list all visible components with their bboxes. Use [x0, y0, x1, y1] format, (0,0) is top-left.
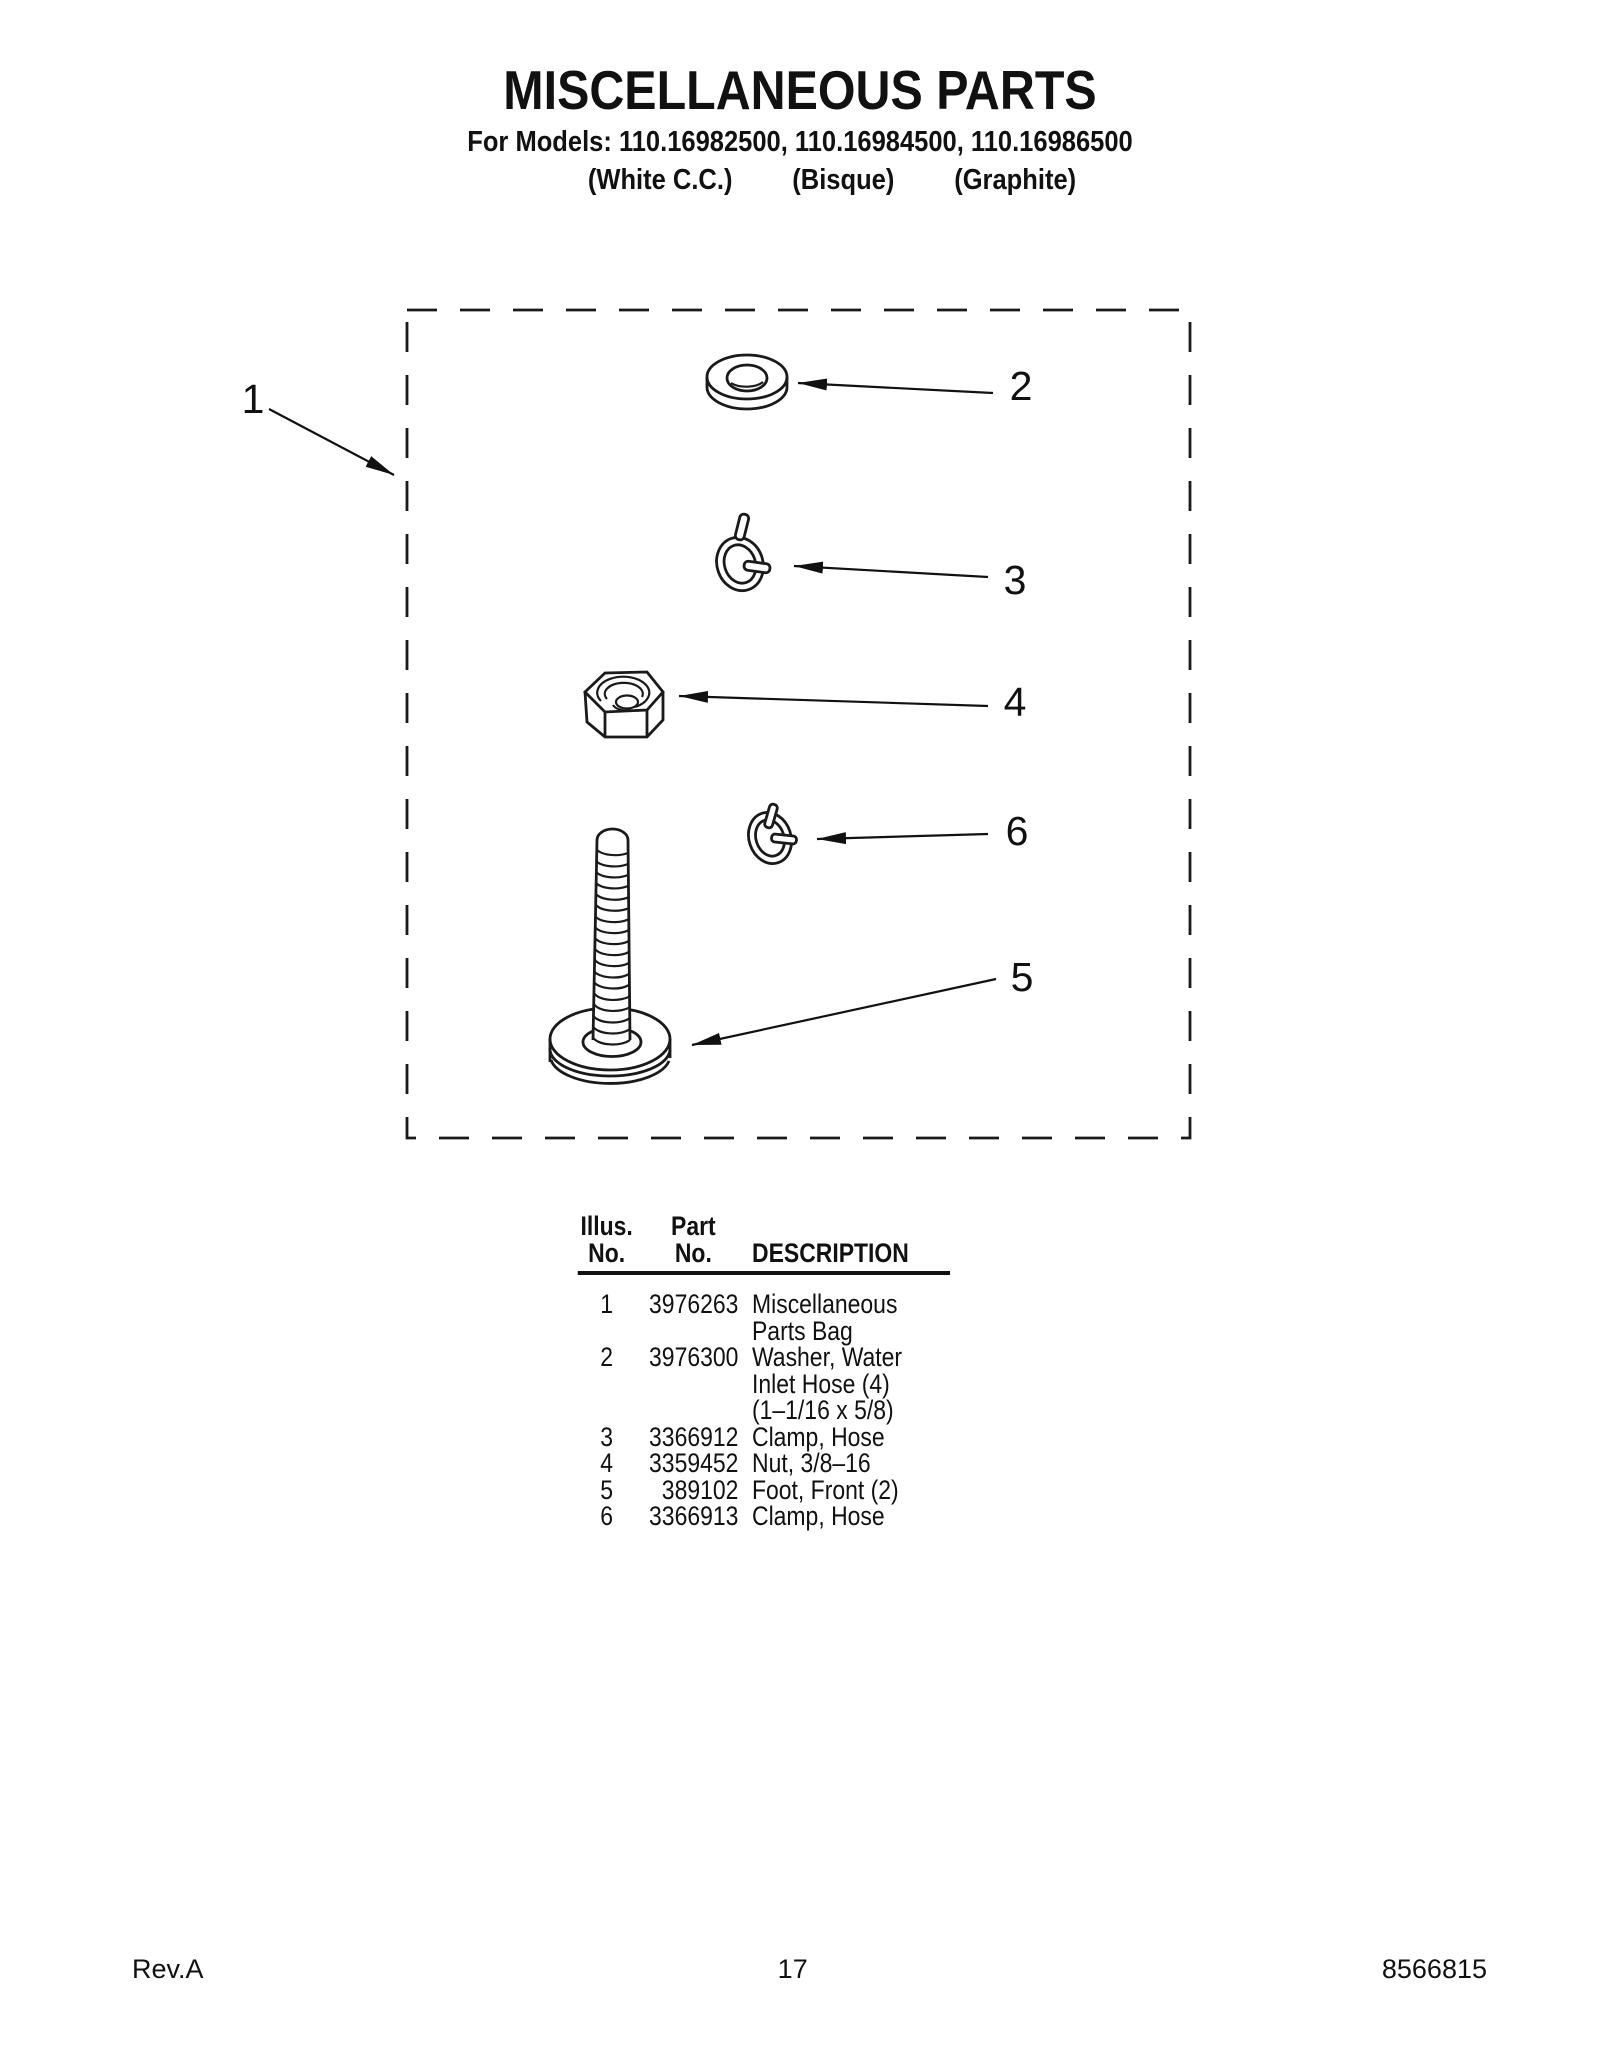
color-variant-bisque: (Bisque) — [792, 164, 895, 196]
callout-6-arrow — [817, 834, 988, 839]
parts-bag-boundary-box — [407, 310, 1190, 1138]
washer-illustration — [707, 355, 787, 409]
table-row — [565, 1291, 990, 1344]
description-cell: Miscellaneous Parts Bag — [752, 1289, 898, 1346]
part-no-cell: 3976300 — [649, 1342, 739, 1372]
description-cell: Clamp, Hose — [752, 1421, 885, 1452]
illus-no-cell: 5 — [600, 1474, 614, 1505]
illus-no-cell: 3 — [600, 1421, 614, 1452]
table-header-row-1 — [565, 1213, 990, 1240]
parts-table — [565, 1213, 990, 1530]
description-cell: Washer, Water Inlet Hose (4) (1–1/16 x 5/8) — [752, 1342, 903, 1425]
part-header: Part — [671, 1211, 716, 1241]
part-no-cell: 389102 — [661, 1474, 739, 1505]
callout-3-label: 3 — [1003, 557, 1027, 603]
table-row — [565, 1344, 990, 1424]
illus-no-cell: 6 — [600, 1501, 614, 1531]
illus-no-cell: 1 — [600, 1289, 614, 1319]
part-no-cell: 3359452 — [649, 1448, 739, 1478]
description-cell: Foot, Front (2) — [752, 1474, 899, 1505]
callout-5-arrow — [692, 979, 996, 1045]
part-no-cell: 3976263 — [649, 1289, 739, 1319]
table-row — [565, 1450, 990, 1477]
callout-1-arrow — [269, 409, 394, 475]
hose-clamp-3-illustration — [710, 513, 771, 596]
part-no-header: No. — [674, 1237, 712, 1268]
callout-1-label: 1 — [241, 376, 265, 422]
document-number: 8566815 — [1381, 1954, 1487, 1984]
page-footer — [132, 1956, 1487, 1983]
illus-no-cell: 4 — [600, 1448, 614, 1478]
part-no-cell: 3366913 — [649, 1501, 739, 1531]
description-cell: Nut, 3/8–16 — [752, 1448, 871, 1478]
page-number: 17 — [777, 1954, 808, 1984]
color-variant-graphite: (Graphite) — [954, 164, 1077, 196]
color-variant-white: (White C.C.) — [587, 164, 733, 196]
part-no-cell: 3366912 — [649, 1421, 739, 1452]
illus-no-header: No. — [588, 1237, 626, 1268]
table-row — [565, 1474, 990, 1505]
table-row — [565, 1503, 990, 1530]
callout-2-label: 2 — [1009, 363, 1033, 409]
callout-3-arrow — [794, 566, 988, 577]
callout-2-arrow — [798, 383, 993, 393]
callout-4-arrow — [679, 696, 988, 706]
table-row — [565, 1421, 990, 1452]
leveling-foot-illustration — [550, 829, 670, 1083]
illus-no-cell: 2 — [600, 1342, 614, 1372]
table-header-rule — [578, 1271, 950, 1275]
description-header: DESCRIPTION — [752, 1237, 909, 1268]
callout-5-label: 5 — [1010, 954, 1034, 1000]
page-title: MISCELLANEOUS PARTS — [503, 59, 1097, 121]
callout-6-label: 6 — [1005, 808, 1029, 854]
callout-4-label: 4 — [1003, 679, 1027, 725]
revision-label: Rev.A — [132, 1954, 204, 1984]
table-header-row-2 — [565, 1237, 990, 1268]
models-line: For Models: 110.16982500, 110.16984500, 110.16986500 — [467, 126, 1133, 158]
hex-nut-illustration — [585, 672, 663, 737]
illus-header: Illus. — [580, 1211, 633, 1241]
hose-clamp-6-illustration — [742, 803, 798, 869]
description-cell: Clamp, Hose — [752, 1501, 885, 1531]
